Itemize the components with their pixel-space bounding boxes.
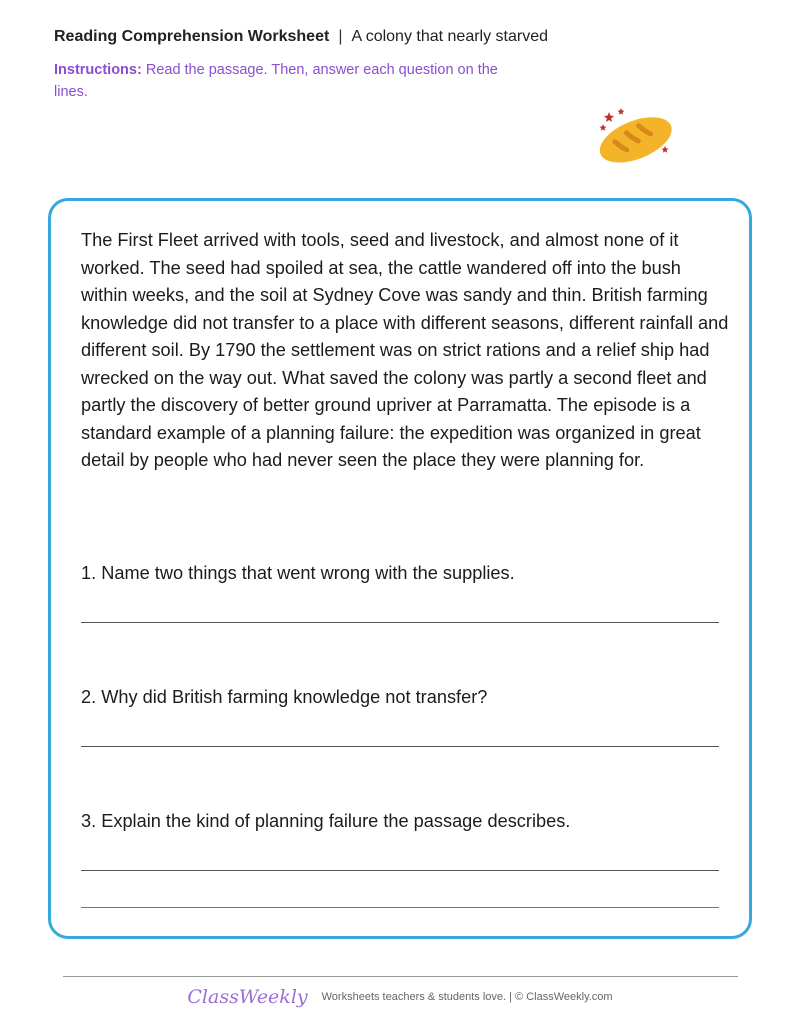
- footer-divider: [63, 976, 738, 977]
- instructions: [54, 59, 514, 103]
- worksheet-header: [54, 28, 548, 46]
- instructions-text: Read the passage. Then, answer each question on the lines.: [54, 62, 498, 100]
- worksheet-title: Reading Comprehension Worksheet: [54, 28, 330, 45]
- reading-passage: The First Fleet arrived with tools, seed and livestock, and almost none of it worked. The seed had spoiled at sea, the cattle wandered off into the bush within weeks, and the soil at Sydney Cove was sandy and thin. British farming knowledge did not transfer to a place with different seasons, different rainfall and different soil. By 1790 the settlement was on strict rations and a relief ship had wrecked on the way out. What saved the colony was partly a second fleet and partly the discovery of better ground upriver at Parramatta. The episode is a standard example of a planning failure: the expedition was organized in great detail by people who had never seen the place they were planning for.: [81, 230, 729, 470]
- answer-line-2[interactable]: [81, 746, 719, 747]
- header-separator: |: [338, 28, 343, 45]
- answer-line-3b[interactable]: [81, 907, 719, 908]
- worksheet-subtitle: A colony that nearly starved: [351, 28, 549, 45]
- answer-line-3a[interactable]: [81, 870, 719, 871]
- question-2: 2. Why did British farming knowledge not transfer?: [81, 687, 488, 707]
- instructions-label: Instructions:: [54, 62, 142, 78]
- question-3: 3. Explain the kind of planning failure the passage describes.: [81, 811, 571, 831]
- bread-icon: [593, 106, 679, 168]
- question-1: 1. Name two things that went wrong with the supplies.: [81, 563, 515, 583]
- footer-tagline: Worksheets teachers & students love. | © ClassWeekly.com: [321, 991, 613, 1003]
- footer: [0, 986, 800, 1008]
- brand-logo: ClassWeekly: [187, 986, 308, 1008]
- answer-line-1[interactable]: [81, 622, 719, 623]
